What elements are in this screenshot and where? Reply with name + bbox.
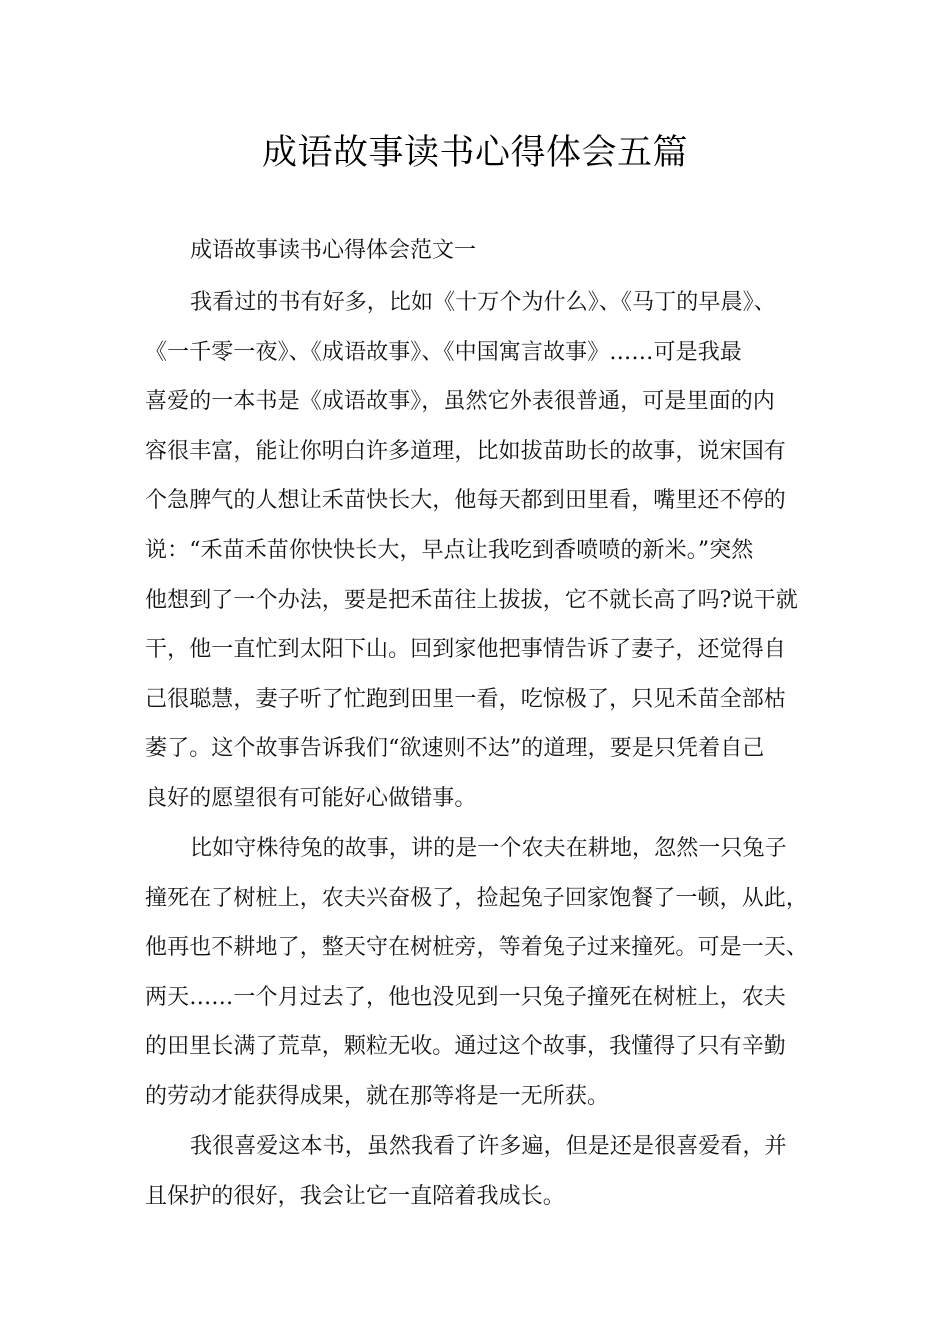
section-heading: 成语故事读书心得体会范文一 [190,238,477,263]
paragraph-line: 我看过的书有好多，比如《十万个为什么》、《马丁的早晨》、 [190,290,776,315]
paragraph-2 [145,824,825,1122]
paragraph-line: 萎了。这个故事告诉我们“欲速则不达”的道理，要是只凭着自己 [145,736,765,762]
paragraph-line: 个急脾气的人想让禾苗快长大，他每天都到田里看，嘴里还不停的 [145,488,786,514]
paragraph-line: 他再也不耕地了，整天守在树桩旁，等着兔子过来撞死。可是一天、 [145,935,809,961]
paragraph-line: 良好的愿望很有可能好心做错事。 [145,785,477,811]
paragraph-line: 干，他一直忙到太阳下山。回到家他把事情告诉了妻子，还觉得自 [145,637,786,663]
paragraph-line: 己很聪慧，妻子听了忙跑到田里一看，吃惊极了，只见禾苗全部枯 [145,686,786,712]
document-title: 成语故事读书心得体会五篇 [261,133,688,173]
paragraph-1 [145,278,825,824]
paragraph-line: 容很丰富，能让你明白许多道理，比如拔苗助长的故事，说宋国有 [145,438,786,464]
paragraph-line: 《一千零一夜》、《成语故事》、《中国寓言故事》……可是我最 [145,339,742,365]
paragraph-line: 两天……一个月过去了，他也没见到一只兔子撞死在树桩上，农夫 [145,984,786,1010]
paragraph-line: 的田里长满了荒草，颗粒无收。通过这个故事，我懂得了只有辛勤 [145,1034,786,1060]
paragraph-line: 我很喜爱这本书，虽然我看了许多遍，但是还是很喜爱看，并 [190,1134,787,1159]
paragraph-line: 他想到了一个办法，要是把禾苗往上拔拔，它不就长高了吗?说干就 [145,587,798,613]
paragraph-line: 比如守株待兔的故事，讲的是一个农夫在耕地，忽然一只兔子 [190,836,787,861]
paragraph-line: 喜爱的一本书是《成语故事》，虽然它外表很普通，可是里面的内 [145,389,775,415]
paragraph-line: 撞死在了树桩上，农夫兴奋极了，捡起兔子回家饱餐了一顿，从此， [145,885,809,911]
paragraph-3 [145,1122,825,1221]
paragraph-line: 的劳动才能获得成果，就在那等将是一无所获。 [145,1083,610,1109]
paragraph-line: 说：“禾苗禾苗你快快长大，早点让我吃到香喷喷的新米。”突然 [145,537,754,563]
paragraph-line: 且保护的很好，我会让它一直陪着我成长。 [145,1183,565,1209]
